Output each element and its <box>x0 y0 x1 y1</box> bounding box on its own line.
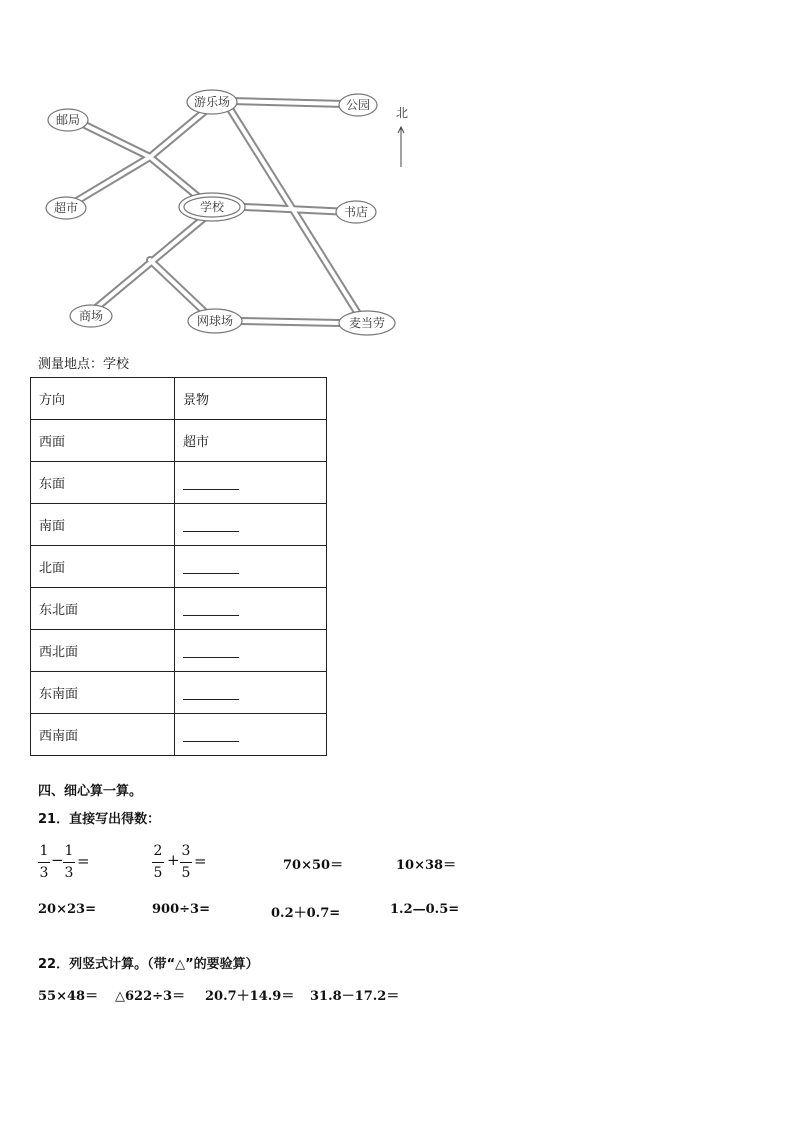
cell-direction-text: 南面 <box>39 519 66 534</box>
label-post-office: 邮局 <box>55 113 81 127</box>
label-mcdonalds: 麦当劳 <box>348 316 386 330</box>
cell-scenery <box>175 714 327 756</box>
answer-blank[interactable] <box>183 559 239 574</box>
table-row <box>31 588 327 630</box>
table-row <box>31 462 327 504</box>
header-direction <box>31 378 175 420</box>
cell-direction <box>31 420 175 462</box>
cell-direction-text: 东北面 <box>39 603 79 618</box>
cell-scenery <box>175 420 327 462</box>
cell-direction <box>31 630 175 672</box>
table-row <box>31 546 327 588</box>
cell-scenery-text: 超市 <box>183 435 210 450</box>
q21-expr-3: 20×23= <box>38 902 96 917</box>
cell-direction-text: 东面 <box>39 477 66 492</box>
q21-expr-4: 900÷3= <box>152 902 210 917</box>
direction-table <box>30 377 327 756</box>
q21-expr-6: 1.2—0.5= <box>390 902 460 917</box>
table-row <box>31 504 327 546</box>
cell-direction-text: 西南面 <box>39 729 79 744</box>
q21-expr-2: 10×38＝ <box>396 858 457 873</box>
cell-direction <box>31 714 175 756</box>
table-header-row <box>31 378 327 420</box>
answer-blank[interactable] <box>183 643 239 658</box>
cell-direction <box>31 462 175 504</box>
location-map <box>40 85 410 340</box>
q22-expr-3: 20.7＋14.9＝ <box>205 989 295 1004</box>
cell-scenery <box>175 588 327 630</box>
table-row <box>31 630 327 672</box>
table-row <box>31 714 327 756</box>
section-4-title: 四、细心算一算。 <box>38 784 143 799</box>
header-scenery-text: 景物 <box>183 393 210 408</box>
north-label: 北 <box>395 106 409 120</box>
cell-scenery <box>175 462 327 504</box>
q22-expr-4: 31.8－17.2＝ <box>310 989 400 1004</box>
cell-direction-text: 北面 <box>39 561 66 576</box>
label-school: 学校 <box>199 200 225 214</box>
north-arrow-icon <box>398 127 404 167</box>
cell-direction-text: 东南面 <box>39 687 79 702</box>
answer-blank[interactable] <box>183 727 239 742</box>
label-bookstore: 书店 <box>343 205 369 219</box>
label-amusement-park: 游乐场 <box>193 95 231 109</box>
cell-scenery <box>175 546 327 588</box>
label-park: 公园 <box>345 98 371 112</box>
cell-direction <box>31 504 175 546</box>
q22-title: 22．列竖式计算。（带“△”的要验算） <box>38 957 259 972</box>
q21-expr-1: 70×50＝ <box>283 858 344 873</box>
cell-direction <box>31 546 175 588</box>
q21-expr-5: 0.2＋0.7= <box>271 906 341 921</box>
cell-direction <box>31 672 175 714</box>
cell-direction-text: 西面 <box>39 435 66 450</box>
label-mall: 商场 <box>78 309 104 323</box>
answer-blank[interactable] <box>183 517 239 532</box>
table-row <box>31 672 327 714</box>
measure-location-caption: 测量地点：学校 <box>38 357 130 372</box>
q22-expr-1: 55×48＝ <box>38 989 99 1004</box>
answer-blank[interactable] <box>183 685 239 700</box>
q22-expr-2: △622÷3＝ <box>115 989 186 1004</box>
header-direction-text: 方向 <box>39 393 66 408</box>
cell-scenery <box>175 672 327 714</box>
cell-direction-text: 西北面 <box>39 645 79 660</box>
cell-scenery <box>175 504 327 546</box>
cell-direction <box>31 588 175 630</box>
cell-scenery <box>175 630 327 672</box>
label-supermarket: 超市 <box>53 201 79 215</box>
table-row <box>31 420 327 462</box>
answer-blank[interactable] <box>183 475 239 490</box>
header-scenery <box>175 378 327 420</box>
q21-title: 21．直接写出得数： <box>38 812 161 827</box>
answer-blank[interactable] <box>183 601 239 616</box>
label-tennis-court: 网球场 <box>196 314 234 328</box>
